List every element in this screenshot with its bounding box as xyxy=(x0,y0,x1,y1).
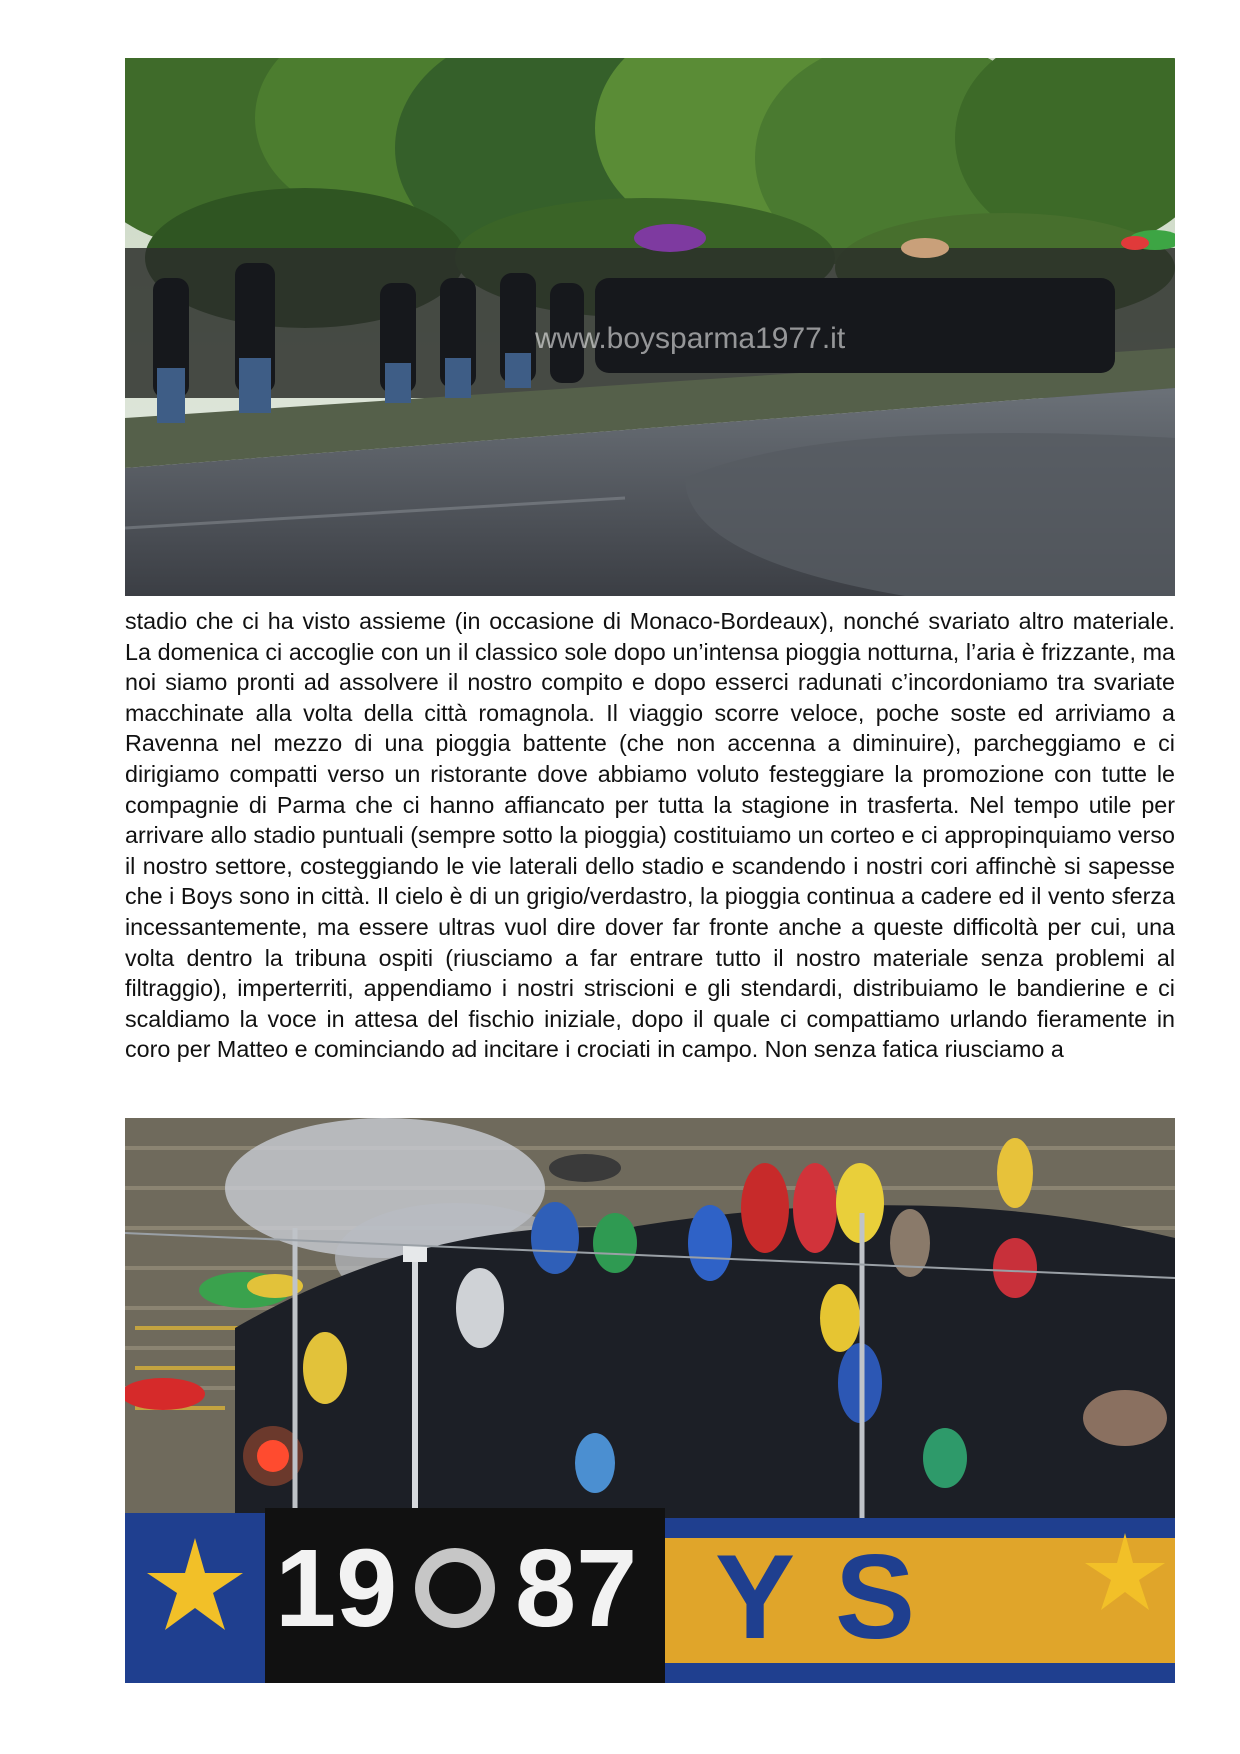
banner-year-left: 19 xyxy=(275,1527,398,1650)
umbrella-beige xyxy=(901,238,949,258)
umbrella-brown xyxy=(1083,1390,1167,1446)
photo-march-in-rain xyxy=(125,58,1175,596)
photo-stands-banners xyxy=(125,1118,1175,1683)
banner-year-right: 87 xyxy=(515,1527,638,1650)
umbrella-purple xyxy=(634,224,706,252)
stands-photo-illustration xyxy=(125,1118,1175,1683)
banner-letters: YS xyxy=(715,1530,956,1664)
watermark-text: www.boysparma1977.it xyxy=(535,322,846,355)
march-photo-illustration xyxy=(125,58,1175,596)
article-paragraph: stadio che ci ha visto assieme (in occasione di Monaco-Bordeaux), nonché svariato altro materiale. La domenica ci accoglie con un il classico sole dopo un’intensa pioggia notturna, l’aria è frizzante, ma noi siamo pronti ad assolvere il nostro compito e dopo esserci radunati c’incordoniamo tra svariate macchinate alla volta della città romagnola. Il viaggio scorre veloce, poche soste ed arriviamo a Ravenna nel mezzo di una pioggia battente (che non accenna a diminuire), parcheggiamo e ci dirigiamo compatti verso un ristorante dove abbiamo voluto festeggiare la promozione con tutte le compagnie di Parma che ci hanno affiancato per tutta la stagione in trasferta. Nel tempo utile per arrivare allo stadio puntuali (sempre sotto la pioggia) costituiamo un corteo e ci appropinquiamo verso il nostro settore, costeggiando le vie laterali dello stadio e scandendo i nostri cori affinchè si sapesse che i Boys sono in città. Il cielo è di un grigio/verdastro, la pioggia continua a cadere ed il vento sferza incessantemente, ma essere ultras vuol dire dover far fronte anche a queste difficoltà per cui, una volta dentro la tribuna ospiti (riusciamo a far entrare tutto il nostro materiale senza problemi al filtraggio), imperterriti, appendiamo i nostri striscioni e gli stendardi, distribuiamo le bandierine e ci scaldiamo la voce in attesa del fischio iniziale, dopo il quale ci compattiamo urlando fieramente in coro per Matteo e cominciando ad incitare i crociati in campo. Non senza fatica riusciamo a xyxy=(125,608,1175,1063)
banner-left-blue xyxy=(125,1513,265,1683)
